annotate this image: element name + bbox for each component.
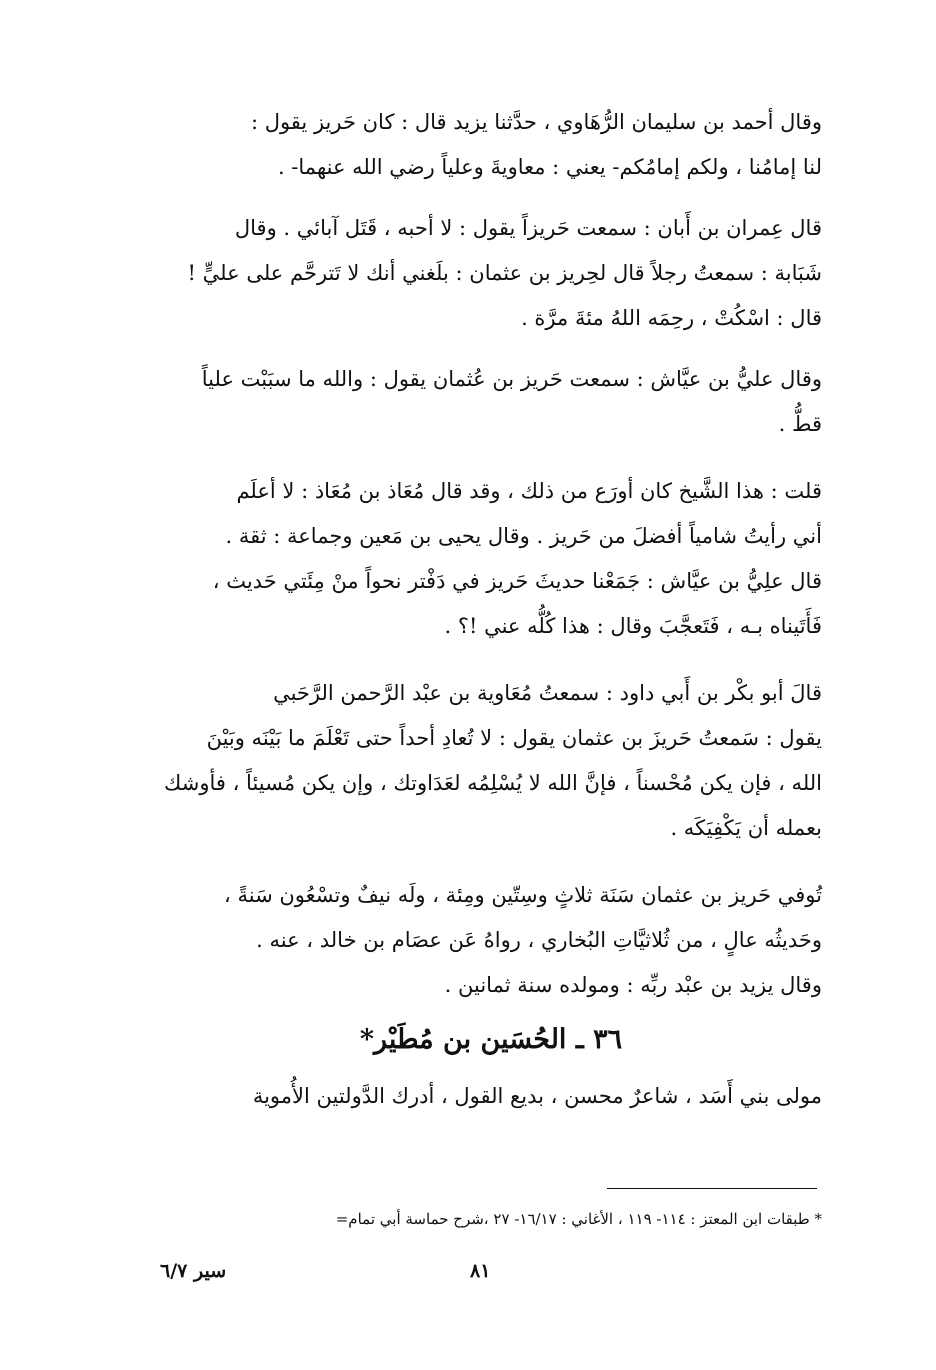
text-line: لنا إمامُنا ، ولكم إمامُكم- يعني : معاويةَ وعلياً رضي الله عنهما- .	[277, 155, 822, 179]
section-heading: ٣٦ ـ الحُسَين بن مُطَيْر*	[359, 1024, 623, 1055]
text-line: مولى بني أَسَد ، شاعرٌ محسن ، بديع القول ، أدرك الدَّولتين الأُموية	[252, 1084, 822, 1108]
text-line: قال : اسْكُتْ ، رحِمَه اللهُ مئةَ مرَّة .	[521, 306, 822, 330]
text-line: الله ، فإن يكن مُحْسناً ، فإنَّ الله لا يُسْلِمُه لعَدَاوتك ، وإن يكن مُسيئاً ، فأوشك	[164, 771, 822, 795]
paragraph-ahmad-ruhawi	[160, 100, 822, 190]
text-line: قال عِمران بن أَبان : سمعت حَريزاً يقول : لا أحبه ، قَتَل آبائي . وقال	[234, 216, 822, 240]
signature-mark: سير ٦/٧	[160, 1260, 227, 1282]
text-line: وقال عليُّ بن عيَّاش : سمعت حَريز بن عُثمان يقول : والله ما سبَبْت علياً	[201, 367, 822, 391]
text-line: وقال أحمد بن سليمان الرُّهَاوي ، حدَّثنا يزيد قال : كان حَريز يقول :	[250, 110, 822, 134]
text-line: قلت : هذا الشَّيخ كان أورَع من ذلك ، وقد قال مُعَاذ بن مُعَاذ : لا أعلَم	[236, 479, 822, 503]
footnote: * طبقات ابن المعتز : ١١٤- ١١٩ ، الأغاني : ١٦/١٧- ٢٧ ،شرح حماسة أبي تمام=	[335, 1210, 822, 1228]
text-line: أني رأيتُ شامياً أفضلَ من حَريز . وقال يحيى بن مَعين وجماعة : ثقة .	[225, 524, 822, 548]
section-intro	[160, 1074, 822, 1119]
text-line: تُوفي حَريز بن عثمان سَنَة ثلاثٍ وسِتّين ومِئة ، ولَه نيفٌ وتسْعُون سَنةً ،	[224, 883, 822, 907]
paragraph-abu-bakr	[160, 671, 822, 851]
page-body	[160, 100, 822, 1119]
page-footer	[160, 1260, 822, 1294]
text-line: بعمله أن يَكْفِيَكَه .	[670, 816, 822, 840]
text-line: وقال يزيد بن عبْد ربِّه : ومولده سنة ثمانين .	[444, 973, 822, 997]
page-number: ٨١	[470, 1260, 491, 1282]
text-line: قطُّ .	[778, 412, 822, 436]
text-line: يقول : سَمعتُ حَريزَ بن عثمان يقول : لا تُعادِ أحداً حتى تَعْلَمَ ما بَيْنَه وبَيْنَ	[206, 726, 822, 750]
text-line: قالَ أبو بكْر بن أَبي داود : سمعتُ مُعَاوية بن عبْد الرَّحمن الرَّحَبي	[273, 681, 822, 705]
paragraph-death-date	[160, 873, 822, 1008]
text-line: وحَديثُه عالٍ ، من ثُلاثيَّاتِ البُخاري ، رواهُ عَن عصَام بن خالد ، عنه .	[256, 928, 822, 952]
text-line: قال علِيُّ بن عيَّاش : جَمَعْنا حديثَ حَريز في دَفْتر نحواً منْ مِئَتي حَديث ،	[212, 569, 822, 593]
text-line: فَأَتَيناه بـه ، فَتَعجَّبَ وقال : هذا كُلُّه عني !؟ .	[444, 614, 822, 638]
paragraph-hadith-collection	[160, 559, 822, 649]
footnote-divider	[607, 1188, 817, 1189]
paragraph-imran-aban	[160, 206, 822, 341]
paragraph-ali-ayyash	[160, 357, 822, 447]
paragraph-author-note	[160, 469, 822, 559]
text-line: شَبَابة : سمعتُ رجلاً قال لحِريز بن عثمان : بلَغني أنك لا تَترحَّم على عليٍّ !	[187, 261, 822, 285]
